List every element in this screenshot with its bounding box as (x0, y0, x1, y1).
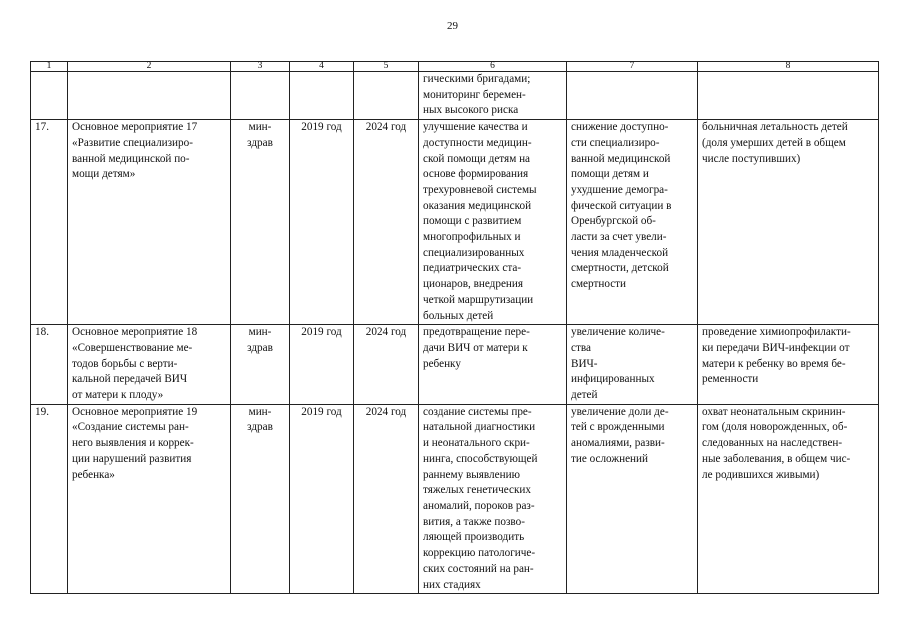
text-line: (доля умерших детей в общем (702, 136, 846, 149)
text-line: ванной медицинской (571, 152, 671, 165)
cont-col1 (31, 72, 68, 120)
text-line: нинга, способствующей (423, 452, 538, 465)
text-line: охват неонатальным скринин- (702, 405, 846, 418)
col-header-2: 2 (68, 62, 231, 72)
text-line: увеличение количе- (571, 326, 665, 339)
text-line: улучшение качества и (423, 121, 528, 134)
text-line: тие осложнений (571, 452, 649, 465)
text-line: мин- (248, 326, 272, 339)
end-year: 2024 год (354, 120, 419, 325)
text-line: фической ситуации в (571, 199, 672, 212)
text-line: многопрофильных и (423, 231, 521, 244)
text-line: ванной медицинской по- (72, 152, 190, 165)
text-line: раннему выявлению (423, 468, 520, 481)
linked-indicator (698, 325, 879, 405)
text-line: ребенку (423, 357, 461, 370)
text-line: больных детей (423, 309, 494, 322)
text-line: тей с врожденными (571, 421, 665, 434)
text-line: ухудшение демогра- (571, 183, 668, 196)
text-line: Оренбургской об- (571, 215, 656, 228)
responsible-org (231, 404, 290, 593)
text-line: ВИЧ- (571, 357, 598, 370)
text-line: Основное мероприятие 17 (72, 121, 198, 134)
text-line: педиатрических ста- (423, 262, 522, 275)
end-year: 2024 год (354, 404, 419, 593)
text-line: ласти за счет увели- (571, 231, 667, 244)
page-number: 29 (447, 20, 458, 32)
text-line: «Развитие специализиро- (72, 136, 193, 149)
text-line: Основное мероприятие 19 (72, 405, 198, 418)
col-header-6: 6 (419, 62, 567, 72)
text-line: здрав (247, 341, 273, 354)
cont-line: ных высокого риска (423, 104, 519, 117)
text-line: создание системы пре- (423, 405, 532, 418)
text-line: «Создание системы ран- (72, 421, 189, 434)
text-line: помощи детям и (571, 168, 649, 181)
cont-col2 (68, 72, 231, 120)
text-line: «Совершенствование ме- (72, 341, 193, 354)
text-line: детей (571, 389, 598, 402)
cont-col5 (354, 72, 419, 120)
text-line: оказания медицинской (423, 199, 532, 212)
cont-col8 (698, 72, 879, 120)
cont-col3 (231, 72, 290, 120)
measure-title (68, 325, 231, 405)
text-line: специализированных (423, 246, 525, 259)
non-implementation-consequences (567, 325, 698, 405)
text-line: чения младенческой (571, 246, 669, 259)
text-line: ции нарушений развития (72, 452, 192, 465)
text-line: дачи ВИЧ от матери к (423, 341, 528, 354)
text-line: инфицированных (571, 373, 655, 386)
col-header-8: 8 (698, 62, 879, 72)
table-row (31, 404, 879, 593)
text-line: и неонатального скри- (423, 437, 530, 450)
non-implementation-consequences (567, 404, 698, 593)
col-header-7: 7 (567, 62, 698, 72)
responsible-org (231, 325, 290, 405)
text-line: мин- (248, 405, 272, 418)
text-line: аномалий, пороков раз- (423, 499, 535, 512)
text-line: больничная летальность детей (702, 121, 848, 134)
measures-table (30, 61, 879, 594)
non-implementation-consequences (567, 120, 698, 325)
text-line: него выявления и коррек- (72, 437, 194, 450)
linked-indicator (698, 404, 879, 593)
text-line: коррекцию патологиче- (423, 547, 536, 560)
measure-title (68, 120, 231, 325)
expected-result (419, 404, 567, 593)
text-line: ционаров, внедрения (423, 278, 524, 291)
text-line: помощи с развитием (423, 215, 522, 228)
text-line: основе формирования (423, 168, 529, 181)
row-number: 19. (31, 404, 68, 593)
table-row (31, 120, 879, 325)
start-year: 2019 год (290, 325, 354, 405)
text-line: гом (доля новорожденных, об- (702, 421, 848, 434)
end-year: 2024 год (354, 325, 419, 405)
text-line: ременности (702, 373, 759, 386)
start-year: 2019 год (290, 120, 354, 325)
measure-title (68, 404, 231, 593)
col-header-1: 1 (31, 62, 68, 72)
text-line: следованных на наследствен- (702, 437, 843, 450)
text-line: ки передачи ВИЧ-инфекции от (702, 341, 850, 354)
continuation-row (31, 72, 879, 120)
col-header-5: 5 (354, 62, 419, 72)
text-line: мин- (248, 121, 272, 134)
text-line: ребенка» (72, 468, 115, 481)
expected-result (419, 120, 567, 325)
text-line: числе поступивших) (702, 152, 801, 165)
text-line: тодов борьбы с верти- (72, 357, 178, 370)
text-line: мощи детям» (72, 168, 136, 181)
expected-result (419, 325, 567, 405)
header-row (31, 62, 879, 72)
text-line: четкой маршрутизации (423, 293, 534, 306)
text-line: ских состояний на ран- (423, 562, 534, 575)
table-row (31, 325, 879, 405)
text-line: смертности, детской (571, 262, 669, 275)
text-line: от матери к плоду» (72, 389, 164, 402)
col-header-4: 4 (290, 62, 354, 72)
text-line: сти специализиро- (571, 136, 660, 149)
text-line: ской помощи детям на (423, 152, 531, 165)
text-line: тяжелых генетических (423, 484, 532, 497)
text-line: предотвращение пере- (423, 326, 530, 339)
cont-line: мониторинг беремен- (423, 88, 526, 101)
linked-indicator (698, 120, 879, 325)
cont-result-cell (419, 72, 567, 120)
text-line: здрав (247, 421, 273, 434)
text-line: матери к ребенку во время бе- (702, 357, 846, 370)
cont-col7 (567, 72, 698, 120)
row-number: 17. (31, 120, 68, 325)
text-line: ле родившихся живыми) (702, 468, 820, 481)
row-number: 18. (31, 325, 68, 405)
cont-col4 (290, 72, 354, 120)
col-header-3: 3 (231, 62, 290, 72)
text-line: смертности (571, 278, 627, 291)
text-line: ные заболевания, в общем чис- (702, 452, 851, 465)
text-line: ляющей производить (423, 531, 525, 544)
text-line: проведение химиопрофилакти- (702, 326, 851, 339)
text-line: аномалиями, разви- (571, 437, 665, 450)
text-line: кальной передачей ВИЧ (72, 373, 188, 386)
text-line: доступности медицин- (423, 136, 532, 149)
start-year: 2019 год (290, 404, 354, 593)
text-line: здрав (247, 136, 273, 149)
text-line: них стадиях (423, 578, 481, 591)
text-line: вития, а также позво- (423, 515, 525, 528)
responsible-org (231, 120, 290, 325)
text-line: трехуровневой системы (423, 183, 537, 196)
text-line: натальной диагностики (423, 421, 536, 434)
cont-line: гическими бригадами; (423, 73, 531, 85)
text-line: Основное мероприятие 18 (72, 326, 198, 339)
text-line: ства (571, 341, 591, 354)
text-line: снижение доступно- (571, 121, 669, 134)
text-line: увеличение доли де- (571, 405, 669, 418)
